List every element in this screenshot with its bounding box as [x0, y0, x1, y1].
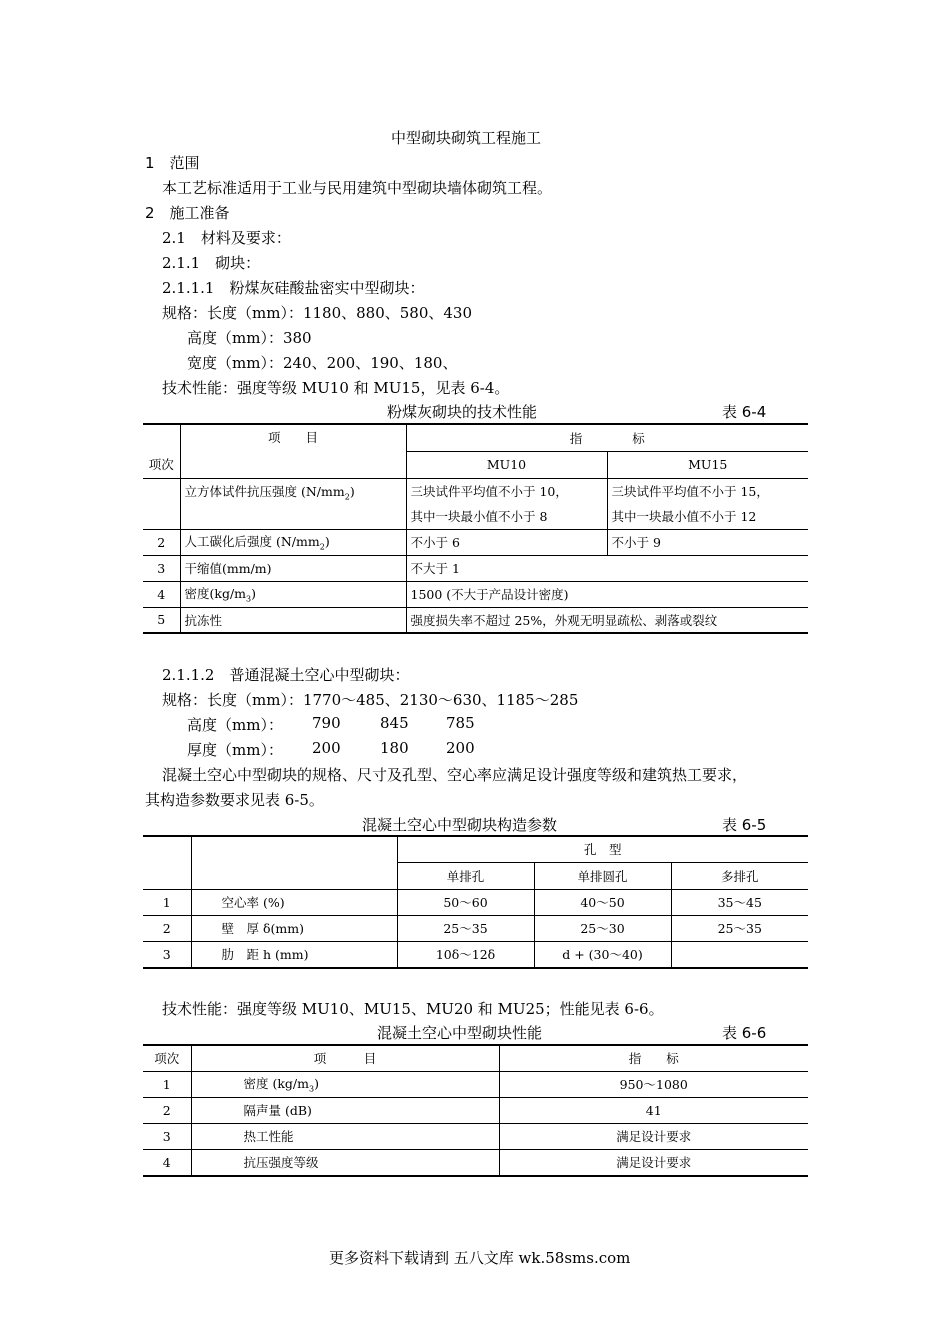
header-item: 项 目 — [180, 424, 406, 478]
spec2-height-value: 790 — [312, 714, 341, 732]
header-no: 项次 — [154, 1051, 180, 1067]
footer-link[interactable]: 更多资料下载请到 五八文库 wk.58sms.com — [329, 1249, 631, 1267]
spec1-height: 高度（mm）：380 — [187, 329, 312, 347]
section-2-1-1-2: 2.1.1.2 普通混凝土空心中型砌块： — [162, 666, 410, 684]
spec2-thickness-value: 200 — [446, 739, 475, 757]
table-row — [143, 607, 808, 633]
table-row — [143, 1097, 808, 1123]
row-value: 1500 (不大于产品设计密度) — [406, 581, 808, 607]
header-index: 指 标 — [406, 424, 808, 451]
spec2-thickness-value: 200 — [312, 739, 341, 757]
section-2-heading: 2 施工准备 — [145, 204, 230, 222]
row-no: 3 — [162, 946, 171, 962]
table-6-6-caption: 混凝土空心中型砌块性能 — [377, 1024, 543, 1042]
spec2-thickness-value: 180 — [380, 739, 409, 757]
header-blank — [143, 836, 191, 862]
table-row — [143, 529, 808, 555]
row-value: 950～1080 — [499, 1071, 808, 1097]
row-no: 2 — [162, 920, 171, 936]
row-mu10: 三块试件平均值不小于 10， 其中一块最小值不小于 8 — [406, 478, 607, 529]
row-no: 1 — [162, 1076, 171, 1092]
table-row — [143, 478, 808, 529]
spec2-height-label: 高度（mm）： — [187, 716, 283, 734]
spec2-length: 规格：长度（mm）：1770～485、2130～630、1185～285 — [162, 691, 579, 709]
table-6-5 — [143, 835, 808, 969]
row-no: 4 — [162, 1154, 171, 1170]
row-no: 5 — [157, 612, 166, 628]
row-no: 2 — [157, 534, 166, 550]
table-row — [143, 555, 808, 581]
row-item: 立方体试件抗压强度 $(N/mm_2)$ — [180, 478, 406, 529]
row-value — [671, 941, 808, 968]
row-item: 空心率 (%) — [191, 889, 397, 915]
row-item: 密度$(kg/m_3)$ — [180, 581, 406, 607]
paragraph-line-2: 其构造参数要求见表 6-5。 — [145, 791, 324, 809]
table-row — [143, 1123, 808, 1149]
table-6-4-caption: 粉煤灰砌块的技术性能 — [387, 403, 538, 421]
row-value: 25～35 — [397, 915, 534, 941]
row-value: d + (30～40) — [534, 941, 671, 968]
row-no: 3 — [162, 1128, 171, 1144]
spec2-height-value: 845 — [380, 714, 409, 732]
header-mu15: MU15 — [607, 451, 808, 478]
row-value: 40～50 — [534, 889, 671, 915]
paragraph-line-1: 混凝土空心中型砌块的规格、尺寸及孔型、空心率应满足设计强度等级和建筑热工要求， — [162, 766, 748, 784]
section-2-1-1-1: 2.1.1.1 粉煤灰硅酸盐密实中型砌块： — [162, 279, 425, 297]
row-item: 壁 厚 δ(mm) — [191, 915, 397, 941]
row-mu15: 不小于 9 — [607, 529, 808, 555]
table-row — [143, 915, 808, 941]
row-value: 强度损失率不超过 25%，外观无明显疏松、剥落或裂纹 — [406, 607, 808, 633]
table-6-5-tag: 表 6-5 — [722, 816, 767, 834]
row-value: 不大于 1 — [406, 555, 808, 581]
header-blank — [143, 862, 191, 889]
row-value: 50～60 — [397, 889, 534, 915]
spec1-length: 规格：长度（mm）：1180、880、580、430 — [162, 304, 473, 322]
row-value: 35～45 — [671, 889, 808, 915]
document-title: 中型砌块砌筑工程施工 — [391, 129, 542, 147]
spec1-width: 宽度（mm）：240、200、190、180、 — [187, 354, 458, 372]
table-row — [143, 1071, 808, 1097]
row-item: 隔声量 (dB) — [191, 1097, 499, 1123]
row-value: 25～35 — [671, 915, 808, 941]
table-row — [143, 889, 808, 915]
row-value: 10δ～12δ — [397, 941, 534, 968]
row-mu15: 三块试件平均值不小于 15， 其中一块最小值不小于 12 — [607, 478, 808, 529]
table-6-6 — [143, 1044, 808, 1177]
header-col: 单排孔 — [397, 862, 534, 889]
row-item: 热工性能 — [191, 1123, 499, 1149]
row-item: 抗冻性 — [180, 607, 406, 633]
section-2-1: 2.1 材料及要求： — [162, 229, 291, 247]
header-item: 项 目 — [191, 1045, 499, 1071]
row-no: 2 — [162, 1102, 171, 1118]
table-6-6-tag: 表 6-6 — [722, 1024, 767, 1042]
row-item: 人工碳化后强度 $(N/mm_2)$ — [180, 529, 406, 555]
table-6-4-tag: 表 6-4 — [722, 403, 767, 421]
row-value: 25～30 — [534, 915, 671, 941]
performance-1: 技术性能：强度等级 MU10 和 MU15，见表 6-4。 — [162, 379, 510, 397]
row-item: 抗压强度等级 — [191, 1149, 499, 1176]
header-blank — [191, 836, 397, 889]
spec2-height-value: 785 — [446, 714, 475, 732]
header-mu10: MU10 — [406, 451, 607, 478]
header-col: 单排圆孔 — [534, 862, 671, 889]
row-value: 41 — [499, 1097, 808, 1123]
section-1-heading: 1 范围 — [145, 154, 200, 172]
section-2-1-1: 2.1.1 砌块： — [162, 254, 261, 272]
performance-2: 技术性能：强度等级 MU10、MU15、MU20 和 MU25；性能见表 6-6。 — [162, 1000, 664, 1018]
table-6-4 — [143, 423, 808, 634]
row-item: 肋 距 h (mm) — [191, 941, 397, 968]
spec2-thickness-label: 厚度（mm）： — [187, 741, 283, 759]
row-value: 满足设计要求 — [499, 1149, 808, 1176]
header-hole-type: 孔 型 — [397, 836, 808, 862]
row-no — [143, 478, 180, 529]
row-no: 3 — [157, 560, 166, 576]
header-index: 指 标 — [499, 1045, 808, 1071]
header-col: 多排孔 — [671, 862, 808, 889]
header-no: 项次 — [148, 457, 174, 473]
row-no: 4 — [157, 586, 166, 602]
section-1-text: 本工艺标准适用于工业与民用建筑中型砌块墙体砌筑工程。 — [162, 179, 553, 197]
table-6-5-caption: 混凝土空心中型砌块构造参数 — [362, 816, 558, 834]
row-value: 满足设计要求 — [499, 1123, 808, 1149]
row-no: 1 — [162, 894, 171, 910]
row-mu10: 不小于 6 — [406, 529, 607, 555]
table-row — [143, 1149, 808, 1176]
header-blank — [143, 424, 180, 451]
row-item: 密度 $(kg/m_3)$ — [191, 1071, 499, 1097]
table-row — [143, 581, 808, 607]
row-item: 干缩值(mm/m) — [180, 555, 406, 581]
table-row — [143, 941, 808, 968]
